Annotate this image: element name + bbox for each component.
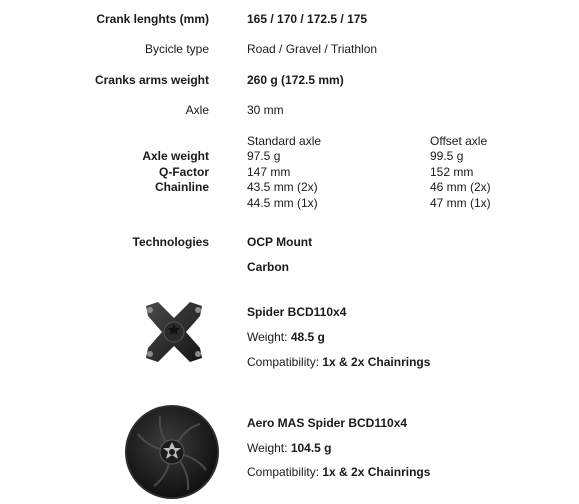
arms-weight-value: 260 g (172.5 mm) [247,73,344,87]
q-factor-standard: 147 mm [247,165,291,179]
technology-carbon: Carbon [247,260,289,274]
standard-axle-header: Standard axle [247,134,322,148]
spider-1-weight-value: 48.5 g [290,330,325,344]
chainline-standard-1x: 44.5 mm (1x) [247,196,318,210]
bicycle-type-value: Road / Gravel / Triathlon [247,42,378,56]
chainline-standard-2x: 43.5 mm (2x) [247,180,318,194]
spider-2-compat-value: 1x & 2x Chainrings [322,465,431,479]
spider-2-weight-label: Weight: [247,441,288,455]
spider-1-weight-label: Weight: [247,330,288,344]
spider-2-weight [247,441,332,455]
spider-1-weight [247,330,325,344]
spider-1-compat-label: Compatibility: [247,355,320,369]
bicycle-type-label: Bycicle type [144,42,209,56]
spider-1-title: Spider BCD110x4 [247,305,347,319]
chainline-offset-2x: 46 mm (2x) [430,180,491,194]
axle-weight-label: Axle weight [142,149,209,163]
offset-axle-header: Offset axle [430,134,488,148]
axle-label: Axle [185,103,209,117]
chainline-label: Chainline [154,180,209,194]
technologies-label: Technologies [132,235,209,249]
spider-2-weight-value: 104.5 g [290,441,332,455]
q-factor-label: Q-Factor [158,165,209,179]
spider-2-compatibility [247,465,430,479]
spider-1-compatibility [247,355,430,369]
q-factor-offset: 152 mm [430,165,474,179]
crank-lengths-value: 165 / 170 / 172.5 / 175 [247,12,368,26]
axle-value: 30 mm [247,103,284,117]
spider-2-title: Aero MAS Spider BCD110x4 [247,416,408,430]
arms-weight-label: Cranks arms weight [94,73,209,87]
axle-weight-standard: 97.5 g [247,149,281,163]
technology-ocp-mount: OCP Mount [247,235,313,249]
chainline-offset-1x: 47 mm (1x) [430,196,491,210]
aero-mas-spider-image [124,404,220,500]
crank-lengths-label: Crank lenghts (mm) [96,12,209,26]
spider-bcd110x4-image [140,298,208,366]
axle-weight-offset: 99.5 g [430,149,464,163]
spider-1-compat-value: 1x & 2x Chainrings [322,355,431,369]
spider-2-compat-label: Compatibility: [247,465,320,479]
